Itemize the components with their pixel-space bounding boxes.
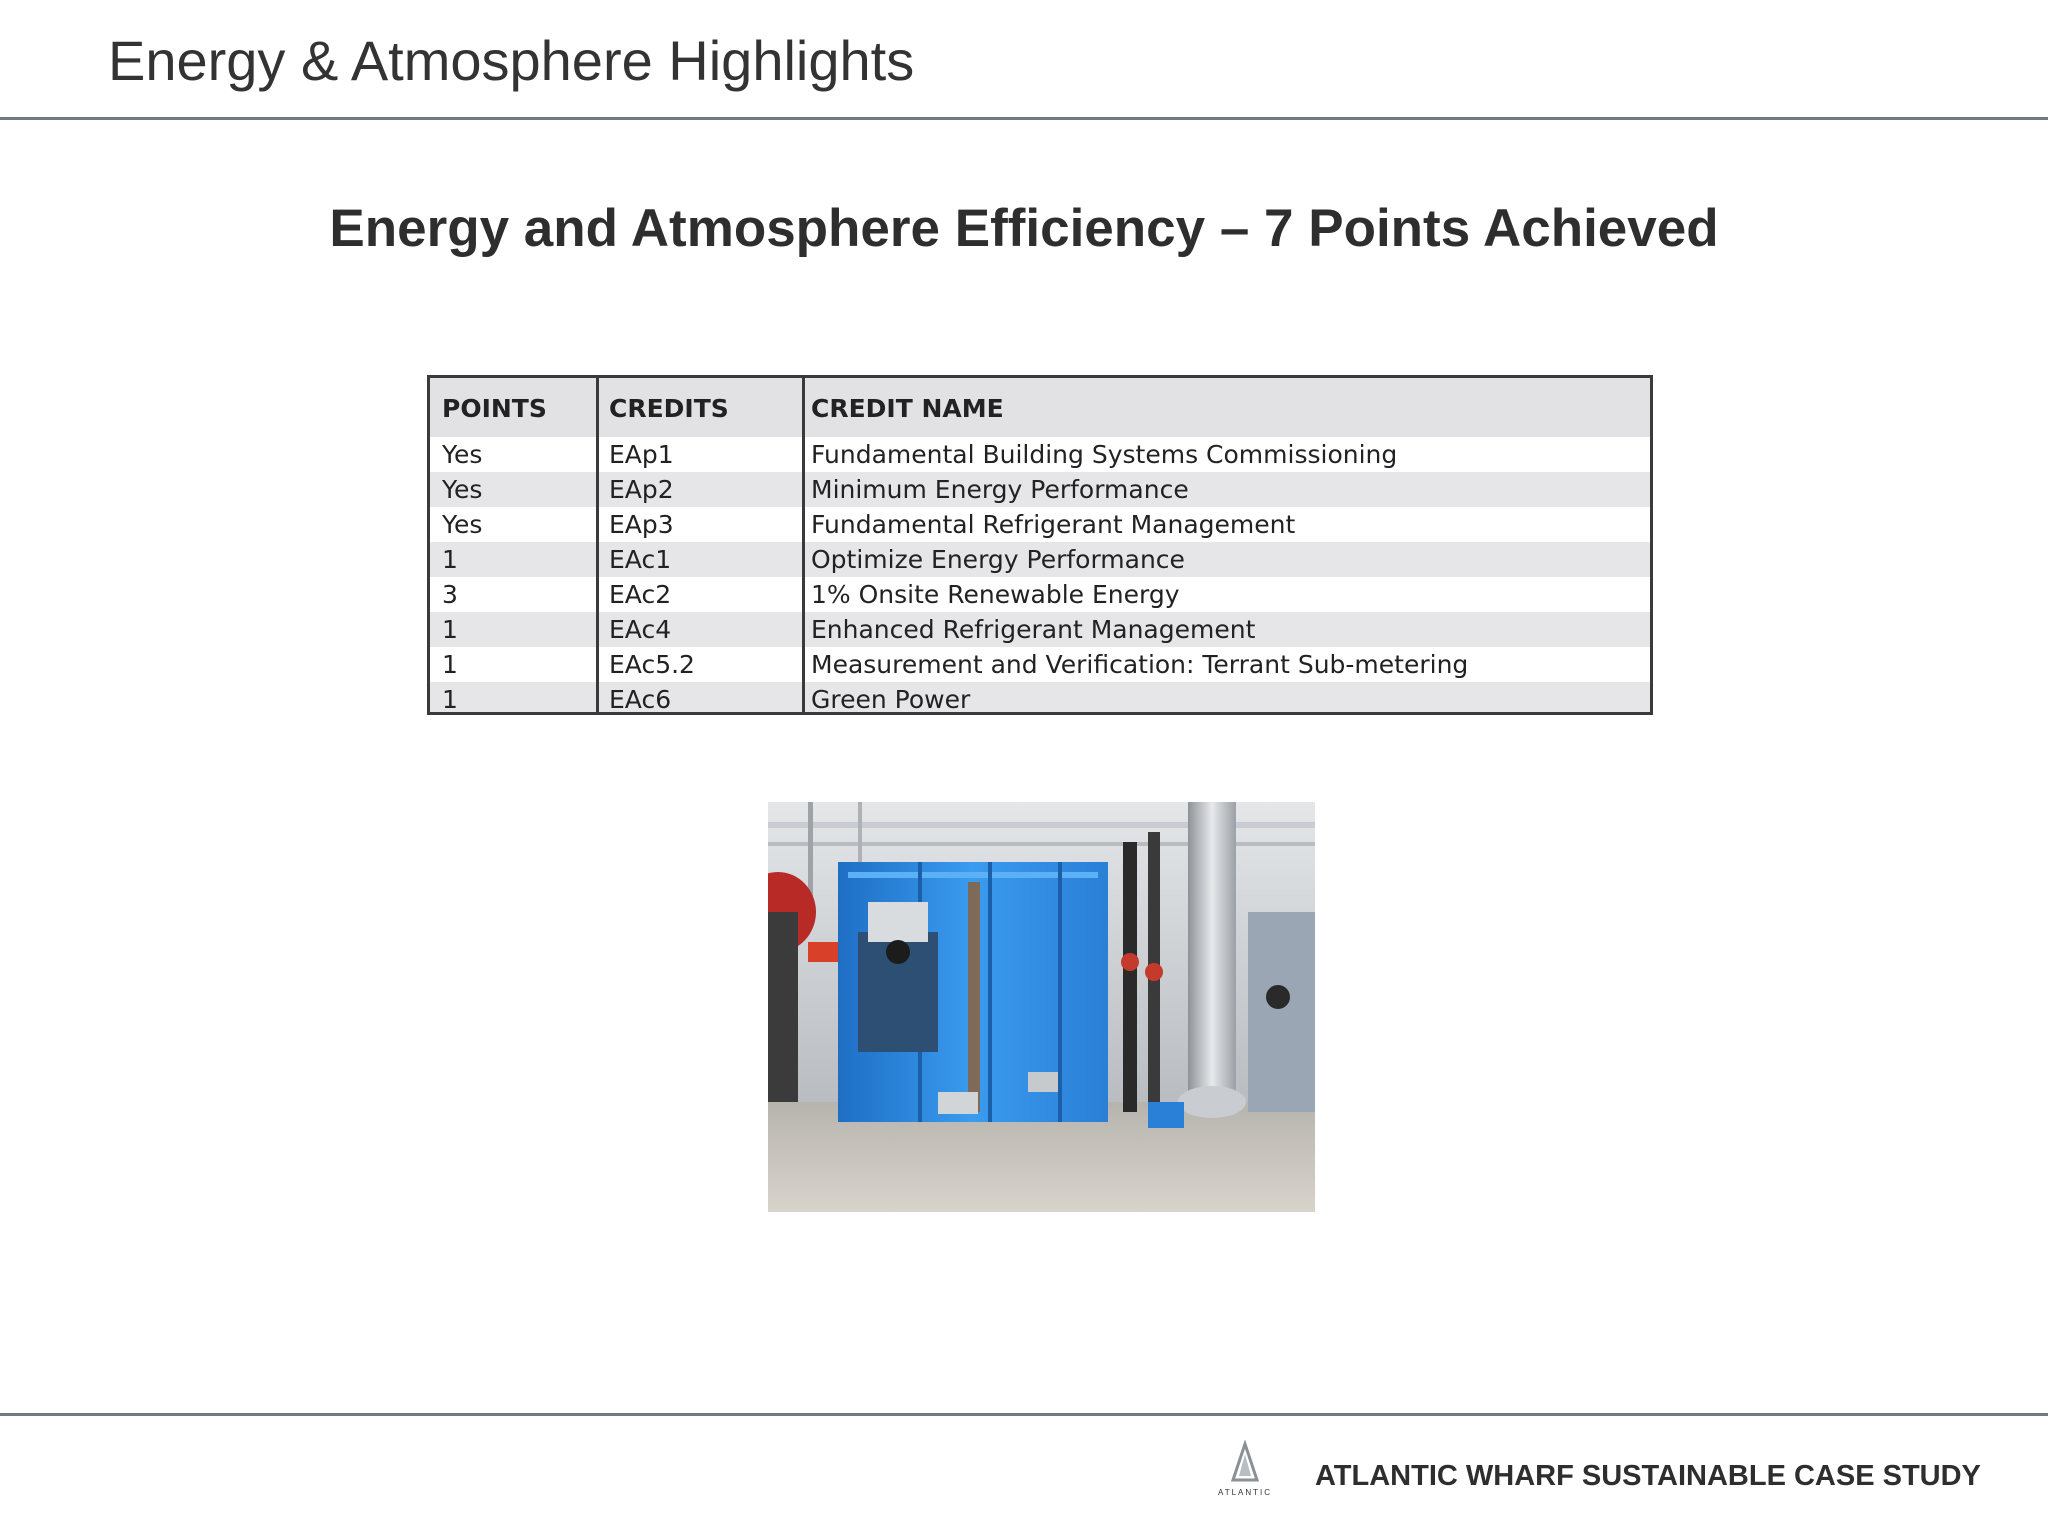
footer-case-study-title: ATLANTIC WHARF SUSTAINABLE CASE STUDY — [1315, 1460, 1981, 1492]
cell-credit-name: Enhanced Refrigerant Management — [804, 612, 1651, 647]
atlantic-logo — [1205, 1440, 1285, 1506]
cell-credit: EAc6 — [598, 682, 804, 715]
table-row — [430, 472, 1650, 507]
cell-points: Yes — [430, 437, 598, 472]
cell-points: Yes — [430, 507, 598, 542]
table-row — [430, 682, 1650, 715]
cell-credit: EAc2 — [598, 577, 804, 612]
cell-credit-name: Green Power — [804, 682, 1651, 715]
cell-credit-name: Fundamental Building Systems Commissioning — [804, 437, 1651, 472]
cell-credit-name: Fundamental Refrigerant Management — [804, 507, 1651, 542]
cell-credit: EAp3 — [598, 507, 804, 542]
table-row — [430, 437, 1650, 472]
table-row — [430, 507, 1650, 542]
table-row — [430, 577, 1650, 612]
cell-credit: EAc5.2 — [598, 647, 804, 682]
credits-table-container — [427, 375, 1653, 715]
credits-table — [430, 378, 1650, 715]
boiler-room-illustration — [768, 802, 1315, 1212]
cell-credit-name: Optimize Energy Performance — [804, 542, 1651, 577]
cell-points: 3 — [430, 577, 598, 612]
table-row — [430, 612, 1650, 647]
cell-credit: EAp2 — [598, 472, 804, 507]
footer-divider — [0, 1413, 2048, 1416]
cell-credit: EAp1 — [598, 437, 804, 472]
cell-credit-name: 1% Onsite Renewable Energy — [804, 577, 1651, 612]
boiler-room-photo — [768, 802, 1315, 1212]
cell-points: 1 — [430, 612, 598, 647]
header-credits: CREDITS — [598, 378, 804, 437]
slide-heading: Energy and Atmosphere Efficiency – 7 Points Achieved — [329, 199, 1719, 258]
cell-points: Yes — [430, 472, 598, 507]
page-title: Energy & Atmosphere Highlights — [108, 29, 915, 92]
sail-logo-icon — [1205, 1440, 1285, 1488]
table-header-row — [430, 378, 1650, 437]
cell-credit-name: Minimum Energy Performance — [804, 472, 1651, 507]
cell-credit-name: Measurement and Verification: Terrant Sub-metering — [804, 647, 1651, 682]
header-points: POINTS — [430, 378, 598, 437]
cell-points: 1 — [430, 682, 598, 715]
cell-credit: EAc1 — [598, 542, 804, 577]
header-credit-name: CREDIT NAME — [804, 378, 1651, 437]
table-row — [430, 647, 1650, 682]
table-row — [430, 542, 1650, 577]
cell-credit: EAc4 — [598, 612, 804, 647]
header-divider — [0, 117, 2048, 120]
logo-wordmark: ATLANTIC — [1217, 1488, 1273, 1497]
cell-points: 1 — [430, 647, 598, 682]
cell-points: 1 — [430, 542, 598, 577]
